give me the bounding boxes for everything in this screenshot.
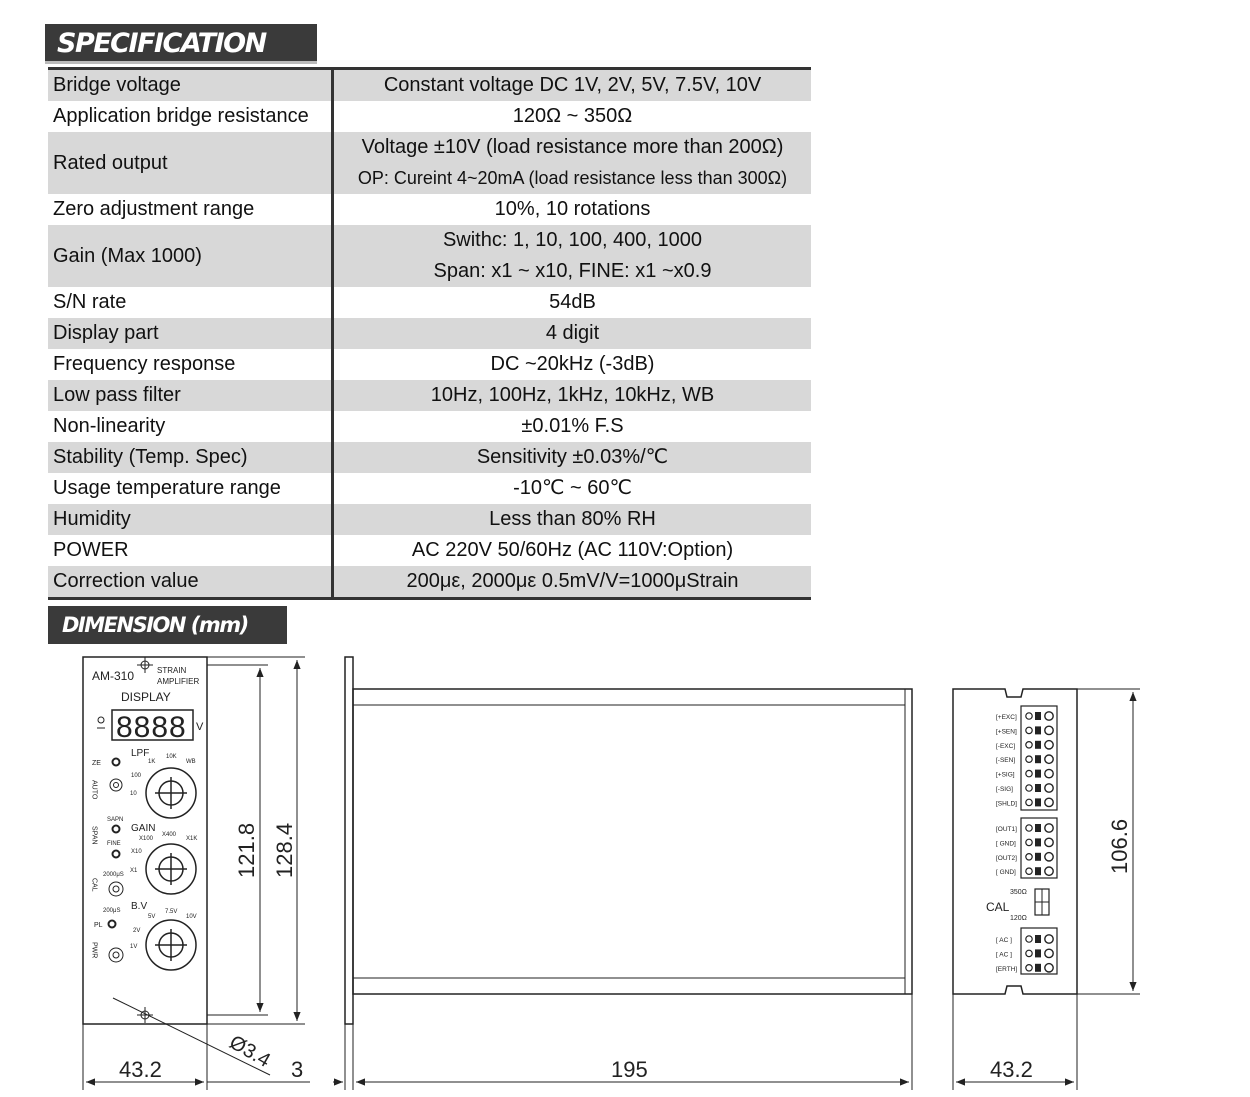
spec-row xyxy=(48,473,811,504)
spec-label: Usage temperature range xyxy=(48,473,333,504)
terminal-screw xyxy=(1035,798,1041,806)
rear-terminal-label: [+SIG] xyxy=(996,771,1015,779)
rear-terminal-blocks xyxy=(1026,712,1053,972)
dimension-banner: DIMENSION (mm) xyxy=(48,606,287,644)
spec-label: Application bridge resistance xyxy=(48,101,333,132)
spec-value xyxy=(333,194,812,225)
terminal-clamp xyxy=(1045,964,1053,972)
terminal-hole xyxy=(1026,868,1032,874)
pwr-label: PWR xyxy=(90,942,98,959)
spec-value xyxy=(333,225,812,287)
sapn-label: SAPN xyxy=(107,817,124,823)
spec-value-line: AC 220V 50/60Hz (AC 110V:Option) xyxy=(411,539,734,561)
spec-label: Non-linearity xyxy=(48,411,333,442)
span-label: SPAN xyxy=(90,826,98,845)
terminal-clamp xyxy=(1045,853,1053,861)
rear-terminal-label: [SHLD] xyxy=(996,800,1017,808)
spec-value-line: OP: Cureint 4~20mA (load resistance less than 300Ω) xyxy=(357,168,788,188)
terminal-clamp xyxy=(1045,712,1053,720)
rear-width-dim: 43.2 xyxy=(990,1057,1033,1082)
spec-value-line: -10℃ ~ 60℃ xyxy=(513,477,632,499)
spec-value-line: 10%, 10 rotations xyxy=(494,198,651,220)
rear-cal-label: CAL xyxy=(986,900,1010,914)
spec-value-line: Constant voltage DC 1V, 2V, 5V, 7.5V, 10V xyxy=(383,74,762,96)
terminal-clamp xyxy=(1045,784,1053,792)
rear-terminal-label: [ERTH] xyxy=(996,965,1018,973)
terminal-hole xyxy=(1026,950,1032,956)
spec-value xyxy=(333,442,812,473)
spec-value xyxy=(333,535,812,566)
bv-label: B.V xyxy=(131,901,148,912)
terminal-hole xyxy=(1026,839,1032,845)
rear-terminal-label: [ AC ] xyxy=(996,951,1012,959)
terminal-screw xyxy=(1035,949,1041,957)
spec-value-line: ±0.01% F.S xyxy=(521,415,624,437)
spec-label: S/N rate xyxy=(48,287,333,318)
terminal-hole xyxy=(1026,936,1032,942)
spec-value-line: DC ~20kHz (-3dB) xyxy=(490,353,655,375)
terminal-screw xyxy=(1035,741,1041,749)
terminal-clamp xyxy=(1045,741,1053,749)
spec-row xyxy=(48,101,811,132)
gain-x1k: X1K xyxy=(186,836,198,842)
spec-row xyxy=(48,194,811,225)
spec-row xyxy=(48,504,811,535)
amplifier-label: AMPLIFIER xyxy=(157,677,200,686)
terminal-hole xyxy=(1026,713,1032,719)
terminal-screw xyxy=(1035,964,1041,972)
spec-label: Stability (Temp. Spec) xyxy=(48,442,333,473)
spec-value xyxy=(333,380,812,411)
rear-terminal-label: [OUT1] xyxy=(996,826,1017,833)
cal-label: CAL xyxy=(90,878,98,892)
height-inner-dim: 121.8 xyxy=(234,822,259,878)
terminal-screw xyxy=(1035,770,1041,778)
spec-row xyxy=(48,225,811,287)
spec-label: Display part xyxy=(48,318,333,349)
terminal-screw xyxy=(1035,935,1041,943)
spec-label: Frequency response xyxy=(48,349,333,380)
hole-dim: Ø3.4 xyxy=(225,1031,275,1073)
spec-value xyxy=(333,411,812,442)
spec-label: Correction value xyxy=(48,566,333,599)
terminal-clamp xyxy=(1045,935,1053,943)
front-width-dim: 43.2 xyxy=(119,1057,162,1082)
spec-value-line: 120Ω ~ 350Ω xyxy=(512,105,633,127)
terminal-clamp xyxy=(1045,867,1053,875)
rear-terminal-label: [-SEN] xyxy=(996,757,1016,765)
rear-terminal-label: [-SIG] xyxy=(996,786,1013,793)
bv-2v: 2V xyxy=(133,928,141,934)
bv-1v: 1V xyxy=(130,944,138,950)
display-unit: V xyxy=(196,721,204,733)
spec-row xyxy=(48,318,811,349)
auto-label: AUTO xyxy=(90,780,98,800)
spec-value xyxy=(333,132,812,194)
cal-200: 200μS xyxy=(103,908,121,914)
spec-row xyxy=(48,566,811,599)
spec-row xyxy=(48,442,811,473)
terminal-hole xyxy=(1026,854,1032,860)
spec-value xyxy=(333,473,812,504)
lpf-100: 100 xyxy=(131,773,142,779)
display-digits: 8888 xyxy=(116,711,187,744)
lpf-10k: 10K xyxy=(166,754,177,760)
gain-label: GAIN xyxy=(131,823,156,834)
spec-value-line: Less than 80% RH xyxy=(489,508,656,530)
specification-banner: SPECIFICATION xyxy=(45,24,317,64)
spec-label: Zero adjustment range xyxy=(48,194,333,225)
terminal-clamp xyxy=(1045,838,1053,846)
terminal-clamp xyxy=(1045,769,1053,777)
bv-75v: 7.5V xyxy=(165,909,178,915)
spec-label: POWER xyxy=(48,535,333,566)
rear-terminal-labels xyxy=(996,714,1017,973)
pl-label: PL xyxy=(94,922,103,929)
spec-value-line: Swithc: 1, 10, 100, 400, 1000 xyxy=(442,229,703,251)
terminal-clamp xyxy=(1045,726,1053,734)
spec-value-line: Span: x1 ~ x10, FINE: x1 ~x0.9 xyxy=(433,260,712,282)
terminal-clamp xyxy=(1045,798,1053,806)
spec-label: Low pass filter xyxy=(48,380,333,411)
dimension-drawing xyxy=(0,640,1250,1097)
terminal-screw xyxy=(1035,755,1041,763)
bv-5v: 5V xyxy=(148,914,156,920)
terminal-hole xyxy=(1026,785,1032,791)
terminal-hole xyxy=(1026,756,1032,762)
spec-value xyxy=(333,504,812,535)
terminal-screw xyxy=(1035,838,1041,846)
rear-120-label: 120Ω xyxy=(1010,915,1027,922)
gain-x10: X10 xyxy=(131,849,142,855)
spec-value-line: 10Hz, 100Hz, 1kHz, 10kHz, WB xyxy=(430,384,715,406)
spec-value-line: Sensitivity ±0.03%/℃ xyxy=(476,446,669,468)
terminal-screw xyxy=(1035,824,1041,832)
terminal-hole xyxy=(1026,742,1032,748)
spec-value xyxy=(333,287,812,318)
rear-height-dim: 106.6 xyxy=(1107,818,1132,874)
spec-value-line: Voltage ±10V (load resistance more than 200Ω) xyxy=(361,136,784,158)
spec-row xyxy=(48,132,811,194)
spec-row xyxy=(48,535,811,566)
bv-10v: 10V xyxy=(186,914,197,920)
spec-value xyxy=(333,101,812,132)
fine-label: FINE xyxy=(107,841,121,847)
terminal-screw xyxy=(1035,867,1041,875)
lpf-label: LPF xyxy=(131,748,150,759)
spec-label: Humidity xyxy=(48,504,333,535)
rear-350-label: 350Ω xyxy=(1010,889,1027,896)
rear-terminal-label: [+SEN] xyxy=(996,728,1017,736)
spec-label: Rated output xyxy=(48,132,333,194)
display-label: DISPLAY xyxy=(121,690,171,704)
spec-label: Bridge voltage xyxy=(48,69,333,102)
spec-value xyxy=(333,349,812,380)
rear-terminal-label: [ GND] xyxy=(996,869,1016,877)
spec-row xyxy=(48,287,811,318)
lpf-1k: 1K xyxy=(148,759,156,765)
terminal-hole xyxy=(1026,727,1032,733)
cal-2000: 2000μS xyxy=(103,872,124,878)
spec-value xyxy=(333,318,812,349)
rear-terminal-label: [+EXC] xyxy=(996,714,1017,721)
terminal-screw xyxy=(1035,853,1041,861)
depth-dim: 195 xyxy=(611,1057,648,1082)
strain-label: STRAIN xyxy=(157,666,187,675)
spec-row xyxy=(48,411,811,442)
model-label: AM-310 xyxy=(92,669,135,683)
spec-row xyxy=(48,349,811,380)
side-view xyxy=(345,657,912,1024)
spec-label: Gain (Max 1000) xyxy=(48,225,333,287)
terminal-hole xyxy=(1026,799,1032,805)
rear-terminal-label: [-EXC] xyxy=(996,742,1016,750)
rear-terminal-label: [ AC ] xyxy=(996,937,1012,944)
lpf-10: 10 xyxy=(130,791,137,797)
terminal-hole xyxy=(1026,965,1032,971)
lpf-wb: WB xyxy=(186,759,196,765)
spec-value xyxy=(333,69,812,102)
terminal-clamp xyxy=(1045,824,1053,832)
spec-value-line: 4 digit xyxy=(545,322,600,344)
terminal-hole xyxy=(1026,770,1032,776)
rear-terminal-label: [OUT2] xyxy=(996,854,1017,862)
terminal-clamp xyxy=(1045,949,1053,957)
gain-x1: X1 xyxy=(130,868,138,874)
gain-x100: X100 xyxy=(139,836,154,842)
terminal-screw xyxy=(1035,784,1041,792)
spec-value-line: 54dB xyxy=(549,291,596,313)
spec-row xyxy=(48,69,811,102)
rear-terminal-label: [ GND] xyxy=(996,840,1016,848)
terminal-clamp xyxy=(1045,755,1053,763)
flange-dim: 3 xyxy=(291,1057,304,1082)
terminal-hole xyxy=(1026,825,1032,831)
terminal-screw xyxy=(1035,712,1041,720)
spec-row xyxy=(48,380,811,411)
spec-value xyxy=(333,566,812,599)
height-outer-dim: 128.4 xyxy=(272,822,297,878)
ze-label: ZE xyxy=(92,760,101,767)
terminal-screw xyxy=(1035,726,1041,734)
spec-table xyxy=(48,67,811,600)
gain-x400: X400 xyxy=(162,832,177,838)
spec-value-line: 200με, 2000με 0.5mV/V=1000μStrain xyxy=(406,570,739,592)
